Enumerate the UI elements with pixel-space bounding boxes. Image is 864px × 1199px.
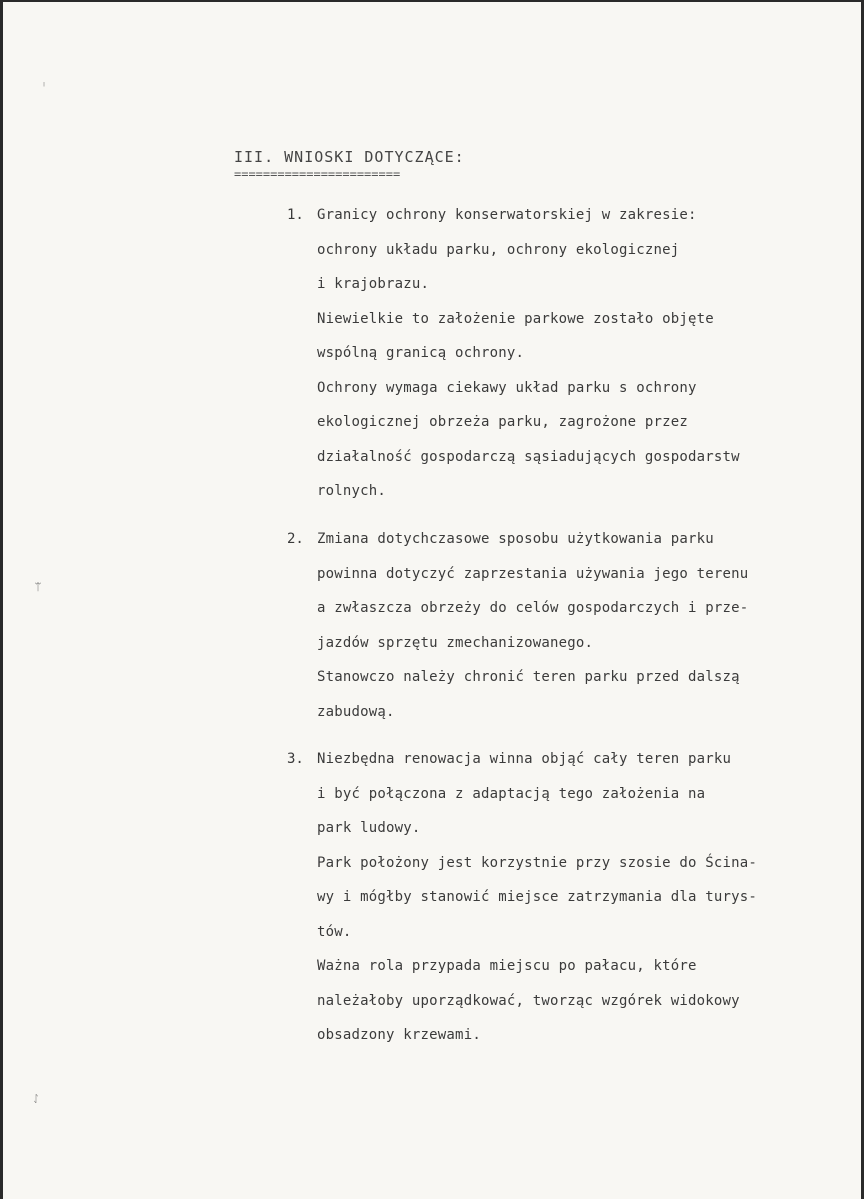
text-line: Stanowczo należy chronić teren parku przed dalszą [317, 669, 740, 685]
text-line: Granicy ochrony konserwatorskiej w zakresie: [317, 207, 697, 223]
text-line: Niewielkie to założenie parkowe zostało objęte [317, 310, 714, 327]
text-line: wspólną granicą ochrony. [317, 345, 525, 361]
margin-mark-top: ᛧ [41, 78, 47, 89]
text-line: park ludowy. [317, 820, 421, 836]
text-line: rolnych. [317, 483, 387, 499]
text-line: zabudową. [317, 703, 395, 720]
text-line: ekologicznej obrzeża parku, zagrożone przez [317, 414, 689, 430]
item-number: 1. [287, 207, 304, 223]
item-number: 2. [287, 531, 304, 547]
item-text [317, 522, 857, 729]
margin-mark-bottom: ᛇ [33, 1094, 39, 1105]
text-line: należałoby uporządkować, tworząc wzgórek widokowy [317, 992, 740, 1009]
text-line: Ochrony wymaga ciekawy układ parku s ochrony [317, 379, 697, 396]
text-line: działalność gospodarczą sąsiadujących gospodarstw [317, 448, 740, 465]
item-number: 3. [287, 751, 304, 767]
heading-underline: ======================= [234, 167, 401, 181]
text-line: a zwłaszcza obrzeży do celów gospodarczych i prze- [317, 600, 749, 616]
text-line: wy i mógłby stanowić miejsce zatrzymania dla turys- [317, 889, 758, 905]
text-line: Ważna rola przypada miejscu po pałacu, które [317, 958, 697, 974]
text-line: Niezbędna renowacja winna objąć cały teren parku [317, 751, 732, 767]
text-line: powinna dotyczyć zaprzestania używania jego terenu [317, 565, 749, 582]
section-heading: III. WNIOSKI DOTYCZĄCE: [234, 148, 465, 166]
text-line: Park położony jest korzystnie przy szosie do Ścina- [317, 854, 758, 871]
text-line: Zmiana dotychczasowe sposobu użytkowania parku [317, 531, 714, 547]
text-line: i być połączona z adaptacją tego założenia na [317, 785, 706, 802]
text-line: tów. [317, 923, 352, 940]
item-text [317, 742, 857, 1053]
margin-mark-middle: ᛠ [35, 582, 41, 593]
item-text [317, 198, 857, 509]
text-line: i krajobrazu. [317, 276, 430, 292]
text-line: ochrony układu parku, ochrony ekologicznej [317, 241, 680, 258]
text-line: jazdów sprzętu zmechanizowanego. [317, 634, 594, 651]
text-line: obsadzony krzewami. [317, 1027, 481, 1043]
